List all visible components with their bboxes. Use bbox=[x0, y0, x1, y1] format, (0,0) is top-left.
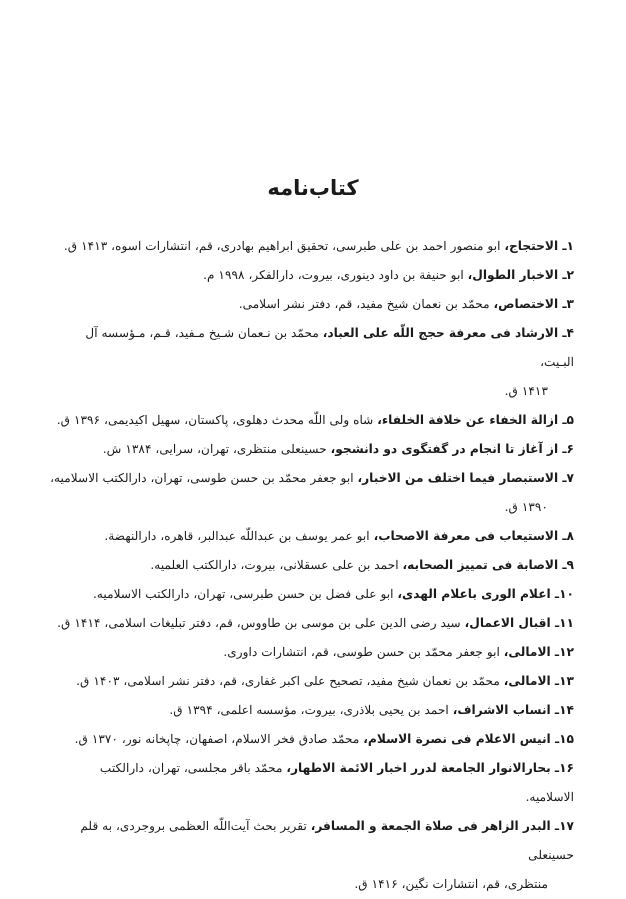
entry-details: شاه ولی اللّه محدث دهلوی، پاکستان، سهیل اکیدیمی، ۱۳۹۶ ق. bbox=[56, 413, 374, 427]
entry-title: ۸ـ الاستیعاب فی معرفة الاصحاب، bbox=[373, 529, 574, 543]
entry-details: محمّد بن نعمان شیخ مفید، قم، دفتر نشر اسلامی. bbox=[238, 297, 490, 311]
entry-details: احمد بن یحیی بلاذری، بیروت، مؤسسه اعلمی، ۱۳۹۴ ق. bbox=[169, 703, 449, 717]
bibliography-entry bbox=[49, 522, 574, 551]
entry-details: ابو علی فضل بن حسن طبرسی، تهران، دارالکتب الاسلامیه. bbox=[92, 587, 394, 601]
entry-title: ۱۰ـ اعلام الوری باعلام الهدی، bbox=[397, 587, 574, 601]
bibliography-entry bbox=[49, 667, 574, 696]
entry-title: ۷ـ الاستبصار فیما اختلف من الاخبار، bbox=[357, 471, 574, 485]
page-title: کتاب‌نامه bbox=[267, 176, 359, 200]
entry-title: ۱ـ الاحتجاج، bbox=[504, 239, 574, 253]
entry-details: محمّد باقر مجلسی، تهران، دارالکتب الاسلامیه. bbox=[99, 761, 574, 804]
bibliography-list bbox=[49, 232, 574, 899]
entry-details: ابو عمر یوسف بن عبداللّه عبدالبر، قاهره، دارالنهضة. bbox=[104, 529, 370, 543]
entry-title: ۳ـ الاختصاص، bbox=[493, 297, 574, 311]
entry-details: احمد بن علی عسقلانی، بیروت، دارالکتب العلمیه. bbox=[150, 558, 399, 572]
bibliography-entry bbox=[49, 464, 574, 522]
entry-title: ۲ـ الاخبار الطوال، bbox=[467, 268, 574, 282]
bibliography-entry bbox=[49, 696, 574, 725]
entry-details: محمّد بن نـعمان شـیخ مـفید، قـم، مـؤسسه آل البـیت، bbox=[85, 326, 574, 369]
bibliography-entry bbox=[49, 232, 574, 261]
entry-details: حسینعلی منتظری، تهران، سرایی، ۱۳۸۴ ش. bbox=[102, 442, 327, 456]
bibliography-entry bbox=[49, 319, 574, 406]
bibliography-entry bbox=[49, 754, 574, 812]
bibliography-entry bbox=[49, 725, 574, 754]
entry-details: سید رضی الدین علی بن موسی بن طاووس، قم، دفتر تبلیغات اسلامی، ۱۴۱۴ ق. bbox=[57, 616, 461, 630]
entry-title: ۱۳ـ الامالی، bbox=[503, 674, 574, 688]
entry-continuation: ۱۴۱۳ ق. bbox=[504, 384, 548, 398]
entry-title: ۱۵ـ انیس الاعلام فی نصرة الاسلام، bbox=[363, 732, 574, 746]
entry-title: ۹ـ الاصابة فی تمییز الصحابه، bbox=[402, 558, 574, 572]
entry-title: ۱۲ـ الامالی، bbox=[503, 645, 574, 659]
entry-title: ۱۶ـ بحارالانوار الجامعة لدرر اخبار الائمة الاطهار، bbox=[286, 761, 574, 775]
entry-details: محمّد صادق فخر الاسلام، اصفهان، چاپخانه نور، ۱۳۷۰ ق. bbox=[74, 732, 360, 746]
entry-title: ۱۱ـ اقبال الاعمال، bbox=[464, 616, 574, 630]
bibliography-entry bbox=[49, 406, 574, 435]
entry-details: ابو منصور احمد بن علی طبرسی، تحقیق ابراهیم بهادری، قم، انتشارات اسوه، ۱۴۱۳ ق. bbox=[63, 239, 501, 253]
entry-title: ۵ـ ازالة الخفاء عن خلافة الخلفاء، bbox=[377, 413, 574, 427]
entry-details: محمّد بن نعمان شیخ مفید، تصحیح علی اکبر غفاری، قم، دفتر نشر اسلامی، ۱۴۰۳ ق. bbox=[76, 674, 500, 688]
bibliography-entry bbox=[49, 609, 574, 638]
bibliography-entry bbox=[49, 435, 574, 464]
entry-title: ۴ـ الارشاد فی معرفة حجج اللّه علی العباد، bbox=[322, 326, 574, 340]
entry-details: ابو جعفر محمّد بن حسن طوسی، قم، انتشارات داوری. bbox=[223, 645, 500, 659]
bibliography-entry bbox=[49, 551, 574, 580]
bibliography-entry bbox=[49, 812, 574, 899]
entry-continuation: ۱۳۹۰ ق. bbox=[504, 500, 548, 514]
entry-details: ابو حنیفة بن داود دینوری، بیروت، دارالفکر، ۱۹۹۸ م. bbox=[203, 268, 464, 282]
bibliography-entry bbox=[49, 261, 574, 290]
entry-details: ابو جعفر محمّد بن حسن طوسی، تهران، دارالکتب الاسلامیه، bbox=[50, 471, 354, 485]
bibliography-entry bbox=[49, 580, 574, 609]
entry-title: ۱۷ـ البدر الزاهر فی صلاة الجمعة و المسافر، bbox=[310, 819, 574, 833]
entry-details: تقریر بحث آیت‌اللّه العظمی بروجردی، به قلم حسینعلی bbox=[80, 819, 574, 862]
entry-title: ۶ـ از آغاز تا انجام در گفتگوی دو دانشجو، bbox=[330, 442, 574, 456]
bibliography-entry bbox=[49, 290, 574, 319]
entry-continuation: منتظری، قم، انتشارات نگین، ۱۴۱۶ ق. bbox=[354, 877, 548, 891]
bibliography-entry bbox=[49, 638, 574, 667]
entry-title: ۱۴ـ انساب الاشراف، bbox=[452, 703, 574, 717]
